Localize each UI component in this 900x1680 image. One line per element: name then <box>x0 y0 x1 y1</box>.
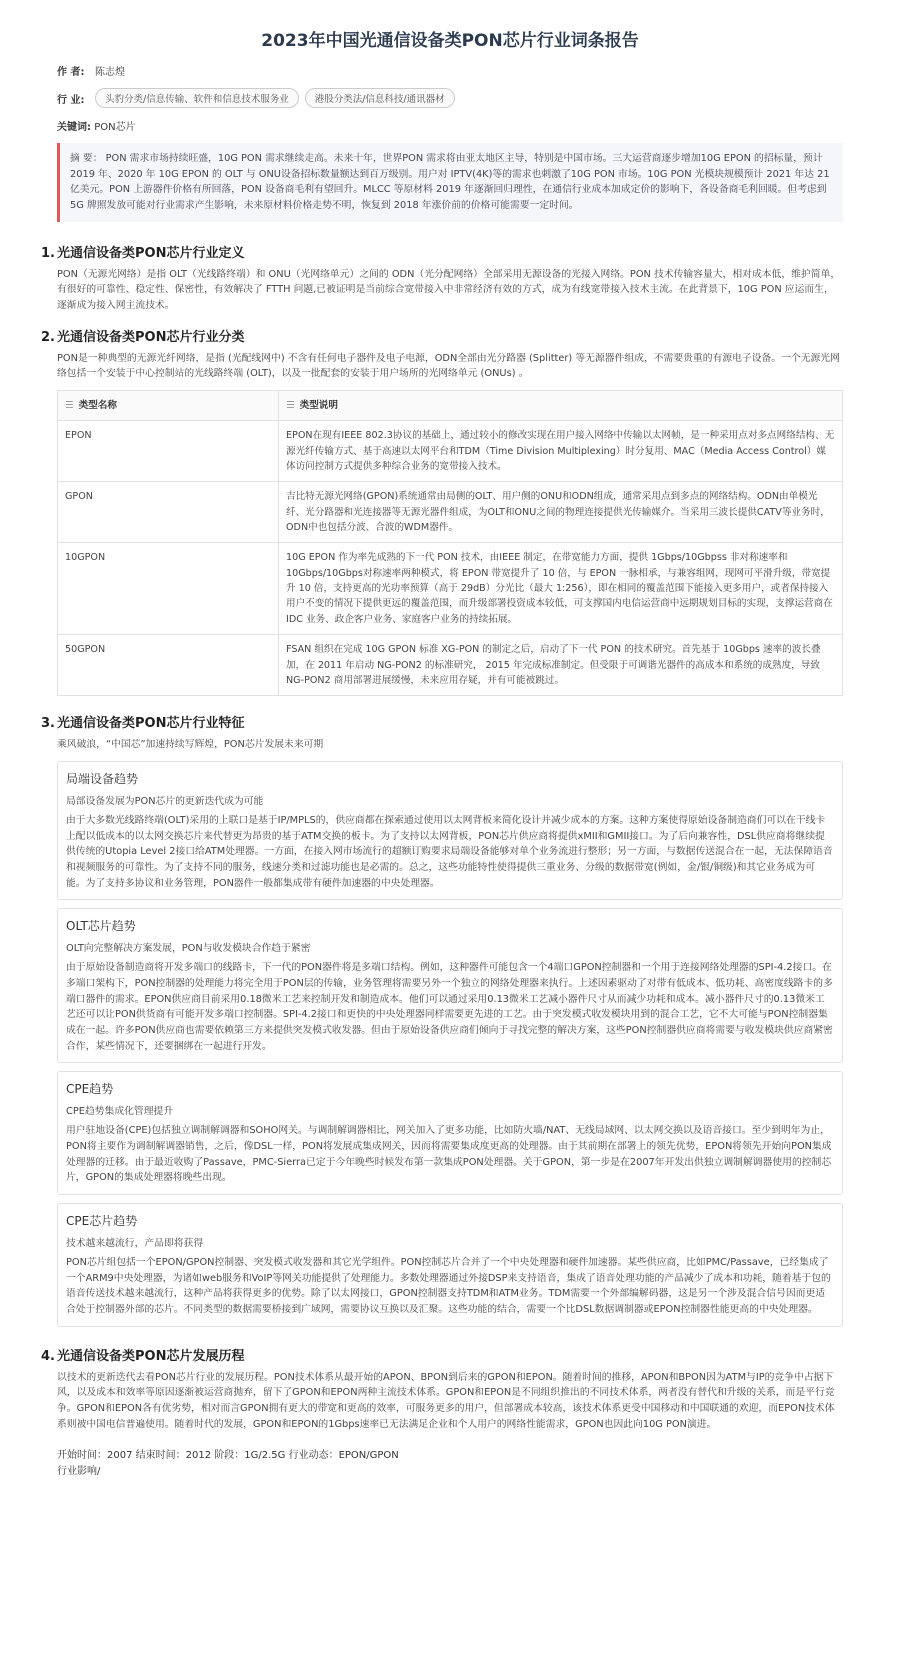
feature-subtitle: OLT向完整解决方案发展，PON与收发模块合作趋于紧密 <box>66 943 311 955</box>
industry-tag[interactable]: 头豹分类/信息传输、软件和信息技术服务业 <box>95 88 299 108</box>
timeline-line: 行业影响/ <box>57 1466 101 1478</box>
table-header[interactable]: ☰ 类型说明 <box>279 391 843 421</box>
classification-table <box>57 390 843 696</box>
section-heading: 1. 光通信设备类PON芯片行业定义 <box>41 245 245 261</box>
feature-card <box>57 761 843 900</box>
feature-body: 由于大多数光线路终端(OLT)采用的上联口是基于IP/MPLS的，供应商都在探索通过使用以太网背板来简化设计并减少成本的方案。这种方案使得原始设备制造商们可以在干线卡上配以低成本的以太网交换芯片来代替更为昂贵的基于ATM交换的板卡。为了支持以太网背板，PON芯片供应商将提供xMII和GMII接口。为了后向兼容性，DSL供应商将继续提供传统的Utopia Level 2接口给ATM处理器。一方面，在接入网市场流行的超额订购要求局端设备能够对单个业务流进行整形；另一方面，与数据传送混合在一起，无法保障语音和视频服务的可靠性。为了支持不同的服务，线速分类和过滤功能也是必需的。总之，这些功能特性使得提供三重业务、分级的数据带宽(例如，金/银/铜级)和其它业务成为可能。为了支持多协议和业务管理，PON器件一般都集成带有硬件加速器的中央处理器。 <box>66 814 833 889</box>
feature-subtitle: CPE趋势集成化管理提升 <box>66 1106 174 1118</box>
feature-body: 用户驻地设备(CPE)包括独立调制解调器和SOHO网关。与调制解调器相比，网关加入了更多功能，比如防火墙/NAT、无线局域网、以太网交换以及语音接口。至少到明年为止，PON将主要作为调制解调器销售，之后，像DSL一样，PON将发展成集成网关，因而将需要集成度更高的处理器。由于其前期在部署上的领先优势，EPON将领先开始向PON集成处理器的迁移。由于最近收购了Passave，PMC-Sierra已定于今年晚些时候发布第一款集成PON处理器。关于GPON，第一步是在2007年开发出供独立调制解调器使用的控制芯片，GPON的集成处理器将晚些出现。 <box>66 1125 832 1184</box>
timeline-line: 开始时间：2007 结束时间：2012 阶段：1G/2.5G 行业动态：EPON/GPON <box>57 1450 399 1462</box>
feature-title: CPE芯片趋势 <box>66 1213 138 1228</box>
feature-card <box>57 1203 843 1327</box>
feature-body: PON芯片组包括一个EPON/GPON控制器、突发模式收发器和其它光学组件。PON控制芯片合并了一个中央处理器和硬件加速器。某些供应商，比如PMC/Passave，已经集成了一个ARM9中央处理器，为诸如web服务和VoIP等网关功能提供了处理能力。多数处理器通过外接DSP来支持语音，集成了语音处理功能的产品减少了成本和功耗，随着基于包的语音传送技术越来越流行，这种产品将获得更多的优势。除了以太网接口，GPON控制器支持TDM和ATM业务。TDM需要一个外部编解码器，这是另一个涉及混合信号因而更适合处于控制器外部的芯片。不同类型的数据需要桥接到广域网，需要协议互换以及汇聚。这些功能的结合，需要一个比DSL数据调制器或EPON控制器性能更高的中央处理器。 <box>66 1256 831 1315</box>
list-icon: ☰ <box>286 400 295 412</box>
keywords-label: 关键词: <box>57 122 91 133</box>
section-heading: 4. 光通信设备类PON芯片发展历程 <box>41 1348 245 1364</box>
section-heading: 3. 光通信设备类PON芯片行业特征 <box>41 716 245 732</box>
feature-title: OLT芯片趋势 <box>66 919 136 934</box>
industry-tag[interactable]: 港股分类法/信息科技/通讯器材 <box>305 88 455 108</box>
industry-row <box>57 88 843 108</box>
section-body: 乘风破浪，“中国芯”加速持续写辉煌，PON芯片发展未来可期 <box>57 739 324 751</box>
report-page <box>41 0 843 1480</box>
keywords-row <box>57 118 843 133</box>
author-label: 作 者: <box>57 67 85 78</box>
feature-subtitle: 局部设备发展为PON芯片的更新迭代成为可能 <box>66 795 264 807</box>
section-body: 以技术的更新迭代去看PON芯片行业的发展历程。PON技术体系从最开始的APON、BPON到后来的GPON和EPON。随着时间的推移，APON和BPON因为ATM与IP的竞争中占据下风，以及成本和效率等原因逐渐被运营商抛弃，留下了GPON和EPON两种主流技术体系。GPON和EPON是不同组织推出的不同技术体系，两者没有替代和升级的关系，而是平行竞争。GPON和EPON各有优劣势，相对而言GPON拥有更大的带宽和更高的效率，可服务更多的用户，但部署成本较高，该技术体系更受中国移动和中国联通的欢迎，而EPON技术体系则被中国电信普遍使用。随着时代的发展，GPON和EPON的1Gbps速率已无法满足企业和个人用户的网络性能需求，GPON也因此向10G PON演进。 <box>57 1371 835 1430</box>
author-row <box>57 63 843 78</box>
section-body: PON是一种典型的无源光纤网络，是指 (光配线网中) 不含有任何电子器件及电子电源，ODN全部由光分路器 (Splitter) 等无源器件组成，不需要贵重的有源电子设备。一个无源光网络包括一个安装于中心控制站的光线路终端 (OLT)，以及一批配套的安装于用户场所的光网络单元 (ONUs) 。 <box>57 352 840 380</box>
feature-card <box>57 908 843 1063</box>
table-row: EPON EPON在现有IEEE 802.3协议的基础上，通过较小的修改实现在用户接入网络中传输以太网帧，是一种采用点对多点网络结构、无源光纤传输方式、基于高速以太网平台和TDM（Time Division Multiplexing）时分复用、MAC（Media Access Control）媒体访问控制方式提供多种综合业务的宽带接入技术。 <box>58 421 843 482</box>
industry-label: 行 业: <box>57 94 85 106</box>
table-header[interactable]: ☰ 类型名称 <box>58 391 279 421</box>
feature-card <box>57 1071 843 1195</box>
page-title: 2023年中国光通信设备类PON芯片行业词条报告 <box>261 31 639 51</box>
feature-body: 由于原始设备制造商将开发多端口的线路卡，下一代的PON器件将是多端口结构。例如，这种器件可能包含一个4端口GPON控制器和一个用于连接网络处理器的SPI-4.2接口。在多端口架构下，PON控制器的处理能力将完全用于PON层的传输，业务管理将需要另外一个独立的网络处理器来执行。上述因素驱动了对带有低成本、低功耗、高密度线路卡的多端口器件的需求。EPON供应商目前采用0.18微米工艺来控制开发和制造成本。他们可以通过采用0.13微米工艺减小器件尺寸从而减少功耗和成本。减小器件尺寸的0.13微米工艺还可以让PON供货商有可能开发多端口控制器。SPI-4.2接口和更快的中央处理器同样需要更先进的工艺。由于突发模式收发模块用到的混合工艺，它不大可能与PON控制器集成在一起。许多PON供应商也需要依赖第三方来提供突发模式收发器。但由于原始设备供应商们倾向于寻找完整的解决方案，这些PON控制器供应商将需要与收发模块供应商紧密合作，某些情况下，还要捆绑在一起进行开发。 <box>66 962 833 1052</box>
table-row: 50GPON FSAN 组织在完成 10G GPON 标准 XG-PON 的制定之后，启动了下一代 PON 的技术研究。首先基于 10Gbps 速率的波长叠加，在 2011 年启动 NG-PON2 的标准研究， 2015 年完成标准制定。但受限于可调谐光器件的高成本和系统的成熟度，导致 NG-PON2 商用部署进展缓慢，未来应用存疑，并有可能被跳过。 <box>58 635 843 696</box>
section-heading: 2. 光通信设备类PON芯片行业分类 <box>41 329 245 345</box>
table-row: 10GPON 10G EPON 作为率先成熟的下一代 PON 技术，由IEEE 制定，在带宽能力方面，提供 1Gbps/10Gbpss 非对称速率和 10Gbps/10Gbps对称速率两种模式，将 EPON 带宽提升了 10 倍，与 EPON 一脉相承，与兼容组网，现网可平滑升级，带宽提升 10 倍，支持更高的光功率预算（高于 29dB）分光比（最大 1:256），即在相同的覆盖范围下能接入更多用户，或者保持接入用户不变的情况下提供更远的覆盖范围，而升级部署投资成本较低，可支撑国内电信运营商中远期规划目标的实现，支撑运营商在 IDC 业务、政企客户业务、家庭客户业务的持续拓展。 <box>58 543 843 635</box>
timeline-footer <box>57 1448 843 1480</box>
abstract-box: 摘 要： PON 需求市场持续旺盛，10G PON 需求继续走高。未来十年，世界PON 需求将由亚太地区主导，特别是中国市场。三大运营商逐步增加10G EPON 的招标量，预计 2019 年、2020 年 10G EPON 的 OLT 与 ONU设备招标数量额达到百万级别。用户对 IPTV(4K)等的需求也刺激了10G PON 市场。10G PON 光模块规模预计 2021 年达 21 亿美元。PON 上游器件价格有所回落，PON 设备商毛利有望回升。MLCC 等原材料 2019 年逐渐回归理性，在通信行业成本加成定价的影响下，各设备商毛利回暖。但考虑到 5G 牌照发放可能对行业需求产生影响，未来原材料价格走势不明，恢复到 2018 年涨价前的价格可能需要一定时间。 <box>57 143 843 222</box>
table-row: GPON 吉比特无源光网络(GPON)系统通常由局侧的OLT、用户侧的ONU和ODN组成，通常采用点到多点的网络结构。ODN由单模光纤、光分路器和光连接器等无源光器件组成，为OLT和ONU之间的物理连接提供光传输媒介。当采用三波长提供CATV等业务时，ODN中也包括分波、合波的WDM器件。 <box>58 482 843 543</box>
feature-subtitle: 技术越来越流行，产品即将获得 <box>66 1237 204 1249</box>
list-icon: ☰ <box>65 400 74 412</box>
feature-title: CPE趋势 <box>66 1082 114 1097</box>
author-name: 陈志煌 <box>95 67 125 78</box>
section-body: PON（无源光网络）是指 OLT（光线路终端）和 ONU（光网络单元）之间的 ODN（光分配网络）全部采用无源设备的光接入网络。PON 技术传输容量大，相对成本低，维护简单，有很好的可靠性、稳定性、保密性，有效解决了 FTTH 问题,已被证明是当前综合宽带接入中非常经济有效的方式，成为有线宽带接入技术主流。在此背景下，10G PON 应运而生，逐渐成为接入网主流技术。 <box>57 268 841 312</box>
feature-title: 局端设备趋势 <box>66 771 139 786</box>
keywords-value: PON芯片 <box>94 122 136 133</box>
